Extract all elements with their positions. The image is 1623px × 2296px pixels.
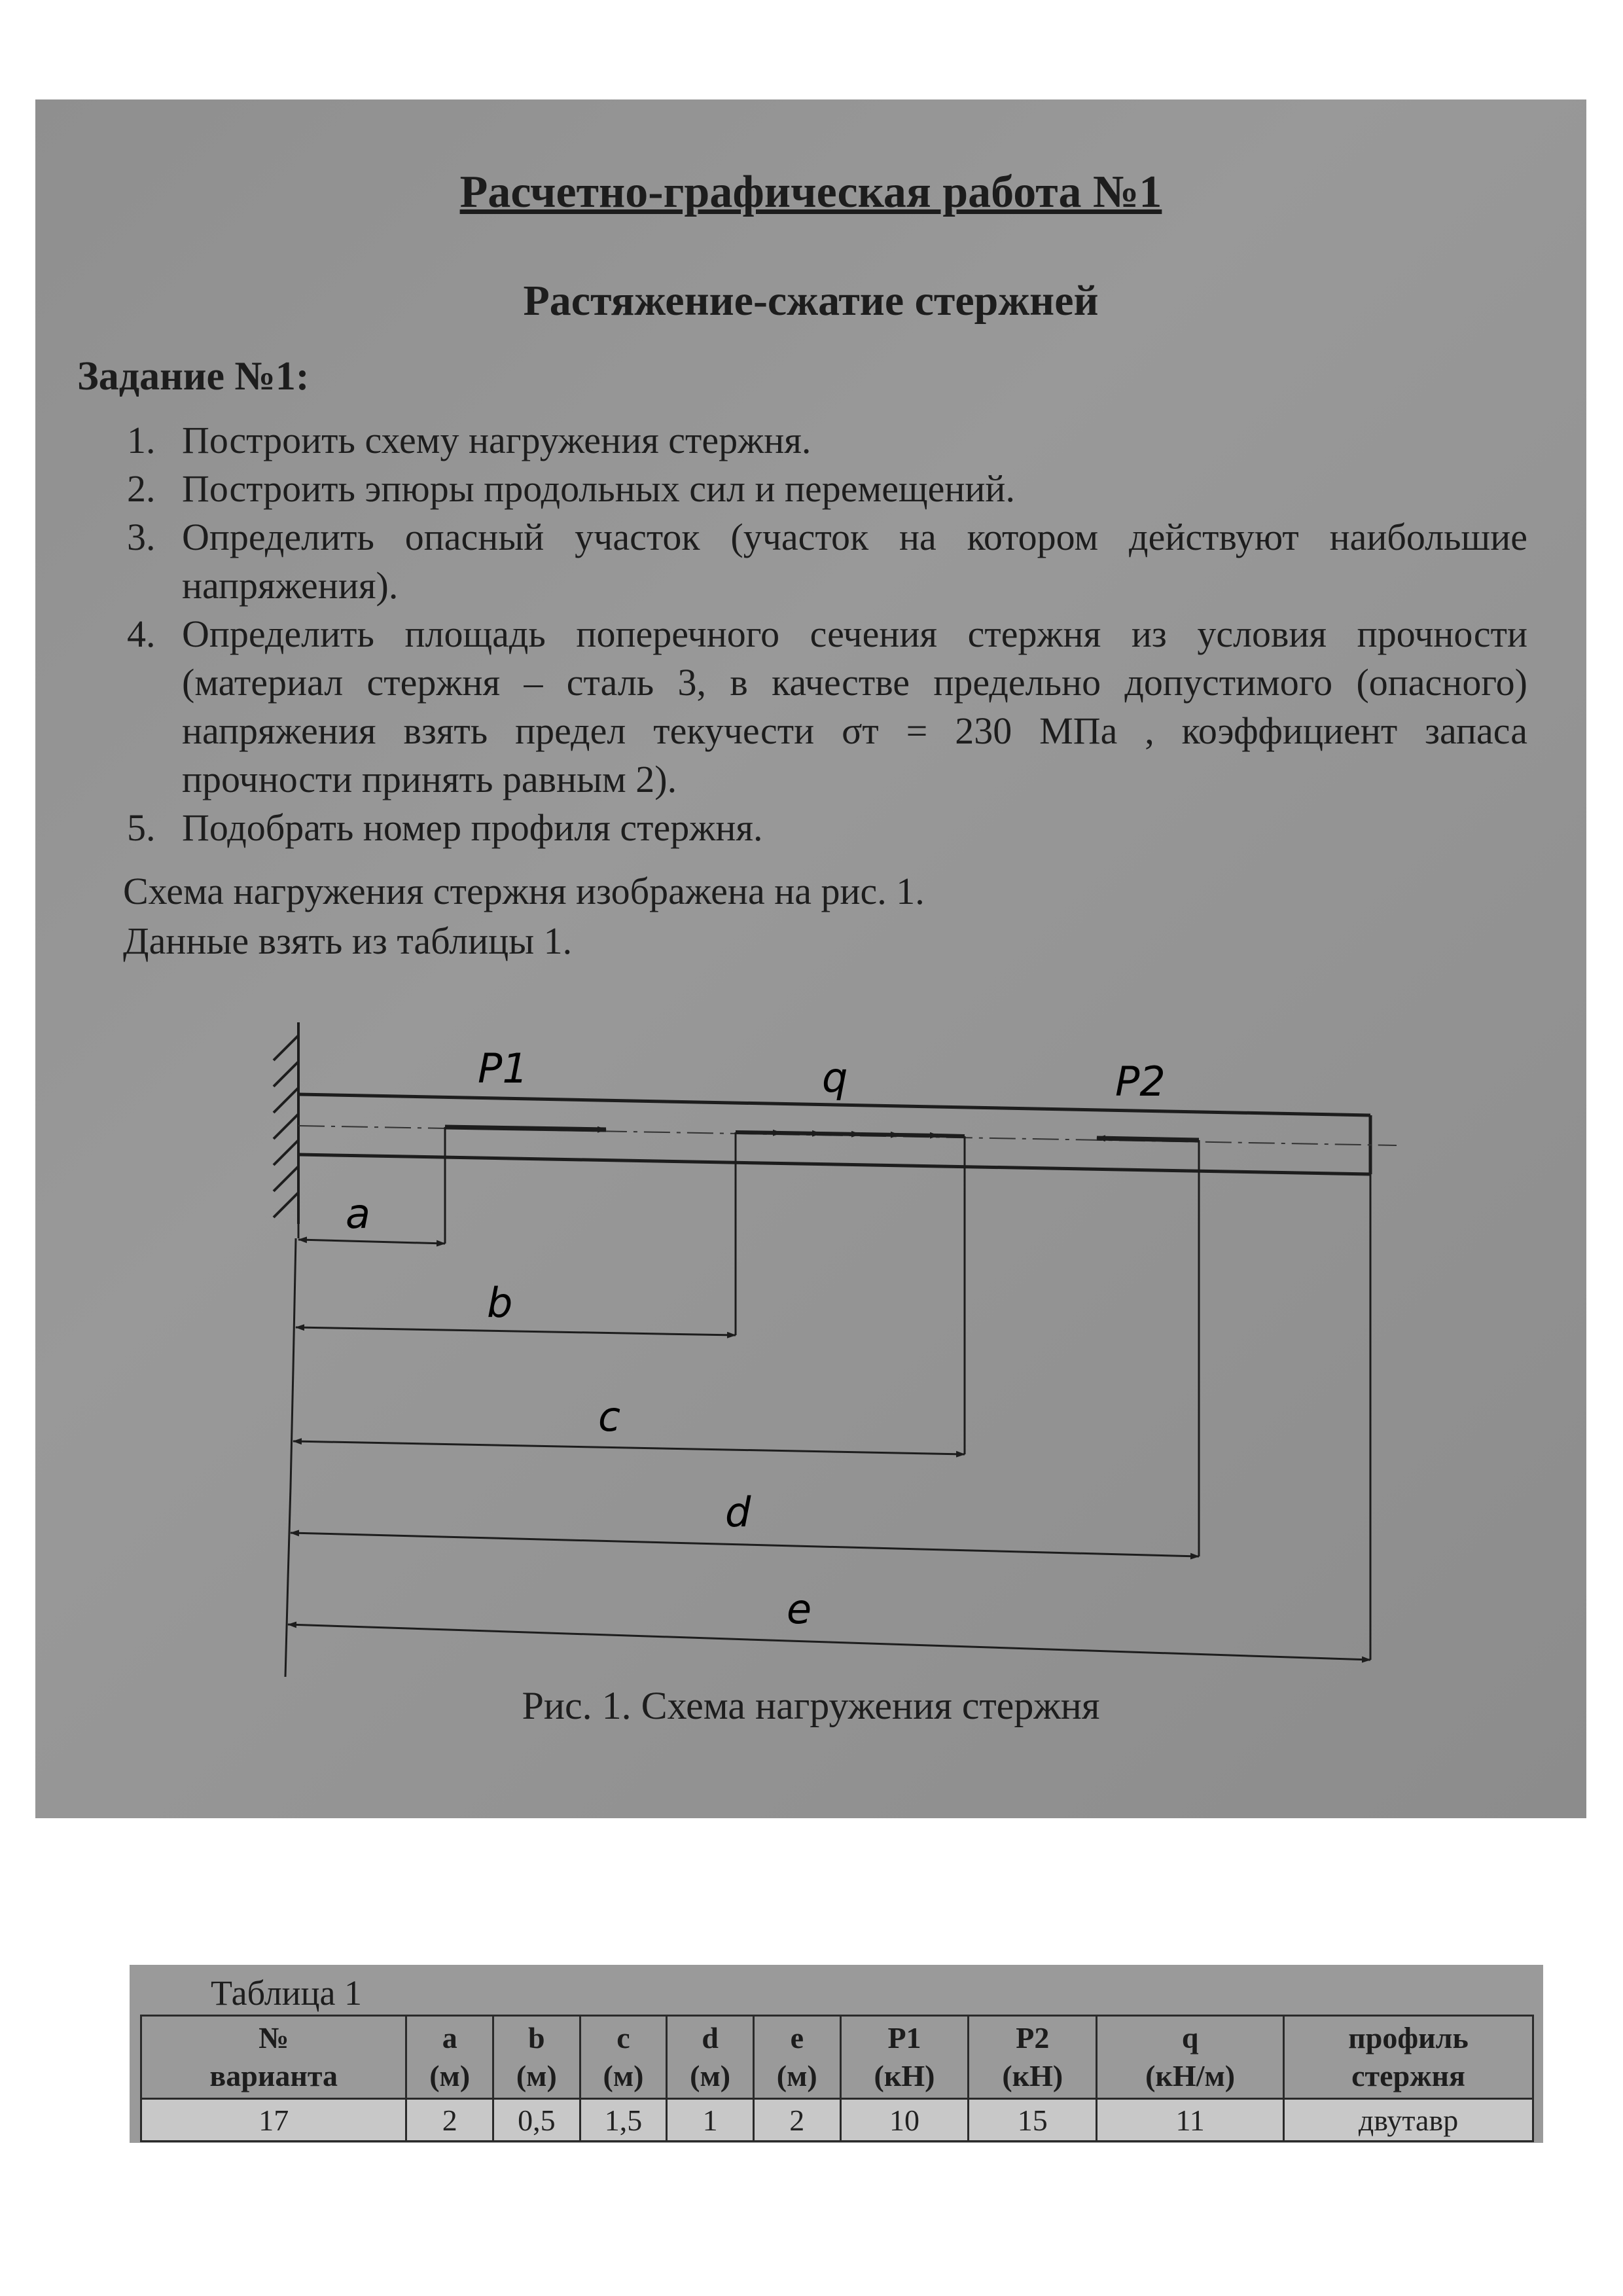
force-p2-arrow [1097, 1138, 1199, 1140]
distributed-load-q [736, 1132, 965, 1136]
dimension-b [296, 1279, 736, 1335]
step-text: Определить опасный участок (участок на котором действуют наибольшие напряжения). [182, 516, 1527, 607]
p2-label: P2 [1115, 1058, 1166, 1105]
e-label: e [787, 1585, 812, 1633]
cell-variant: 17 [141, 2099, 406, 2142]
cell-d: 1 [667, 2099, 754, 2142]
page-subtitle: Растяжение-сжатие стержней [523, 277, 1099, 325]
step-number: 4. [127, 613, 156, 655]
header-variant: № варианта [141, 2016, 406, 2099]
header-e: e (м) [753, 2016, 840, 2099]
header-b: b (м) [493, 2016, 580, 2099]
dimension-e [288, 1585, 1370, 1660]
note-scheme: Схема нагружения стержня изображена на рис. 1. [123, 870, 925, 912]
cell-e: 2 [753, 2099, 840, 2142]
header-p2: P2 (кН) [969, 2016, 1097, 2099]
figure-caption: Рис. 1. Схема нагружения стержня [522, 1684, 1100, 1727]
step-text: Подобрать номер профиля стержня. [182, 806, 763, 849]
cell-profile: двутавр [1284, 2099, 1533, 2142]
loading-scheme-figure [35, 99, 1586, 1818]
q-label: q [822, 1054, 848, 1102]
step-text: Построить схему нагружения стержня. [182, 419, 812, 461]
task-heading: Задание №1: [77, 354, 310, 399]
header-a: a (м) [406, 2016, 493, 2099]
header-p1: P1 (кН) [840, 2016, 969, 2099]
step-number: 1. [127, 419, 156, 461]
cell-a: 2 [406, 2099, 493, 2142]
step-number: 5. [127, 806, 156, 849]
scanned-page [35, 99, 1586, 1818]
extension-lines [285, 1127, 1370, 1677]
header-d: d (м) [667, 2016, 754, 2099]
a-label: a [346, 1190, 370, 1238]
step-text: Построить эпюры продольных сил и перемещений. [182, 467, 1015, 510]
b-label: b [487, 1279, 513, 1327]
cell-c: 1,5 [580, 2099, 667, 2142]
cell-b: 0,5 [493, 2099, 580, 2142]
header-profile: профиль стержня [1284, 2016, 1533, 2099]
table-header-row [141, 2016, 1533, 2099]
p1-label: P1 [478, 1045, 528, 1092]
force-p1-arrow [445, 1127, 606, 1130]
dimension-a [298, 1190, 445, 1244]
table-row [141, 2099, 1533, 2142]
table-scan [130, 1965, 1543, 2143]
variant-table [140, 2015, 1534, 2142]
step-text: Определить площадь поперечного сечения стержня из условия прочности (материал стержня – сталь 3, в качестве предельно допустимого (опасного) напряжения взять предел текучести σт = 230 МПа , коэффициент запаса прочности принять равным 2). [182, 613, 1527, 800]
cell-q: 11 [1097, 2099, 1284, 2142]
step-number: 3. [127, 516, 156, 558]
d-label: d [725, 1488, 751, 1536]
dimension-d [291, 1488, 1199, 1556]
table-caption: Таблица 1 [211, 1973, 362, 2013]
page-title: Расчетно-графическая работа №1 [459, 167, 1162, 217]
note-table: Данные взять из таблицы 1. [123, 920, 573, 962]
cell-p2: 15 [969, 2099, 1097, 2142]
c-label: c [598, 1393, 621, 1441]
fixed-support [274, 1022, 298, 1224]
cell-p1: 10 [840, 2099, 969, 2142]
header-c: c (м) [580, 2016, 667, 2099]
header-q: q (кН/м) [1097, 2016, 1284, 2099]
dimension-c [293, 1393, 965, 1454]
step-number: 2. [127, 467, 156, 510]
